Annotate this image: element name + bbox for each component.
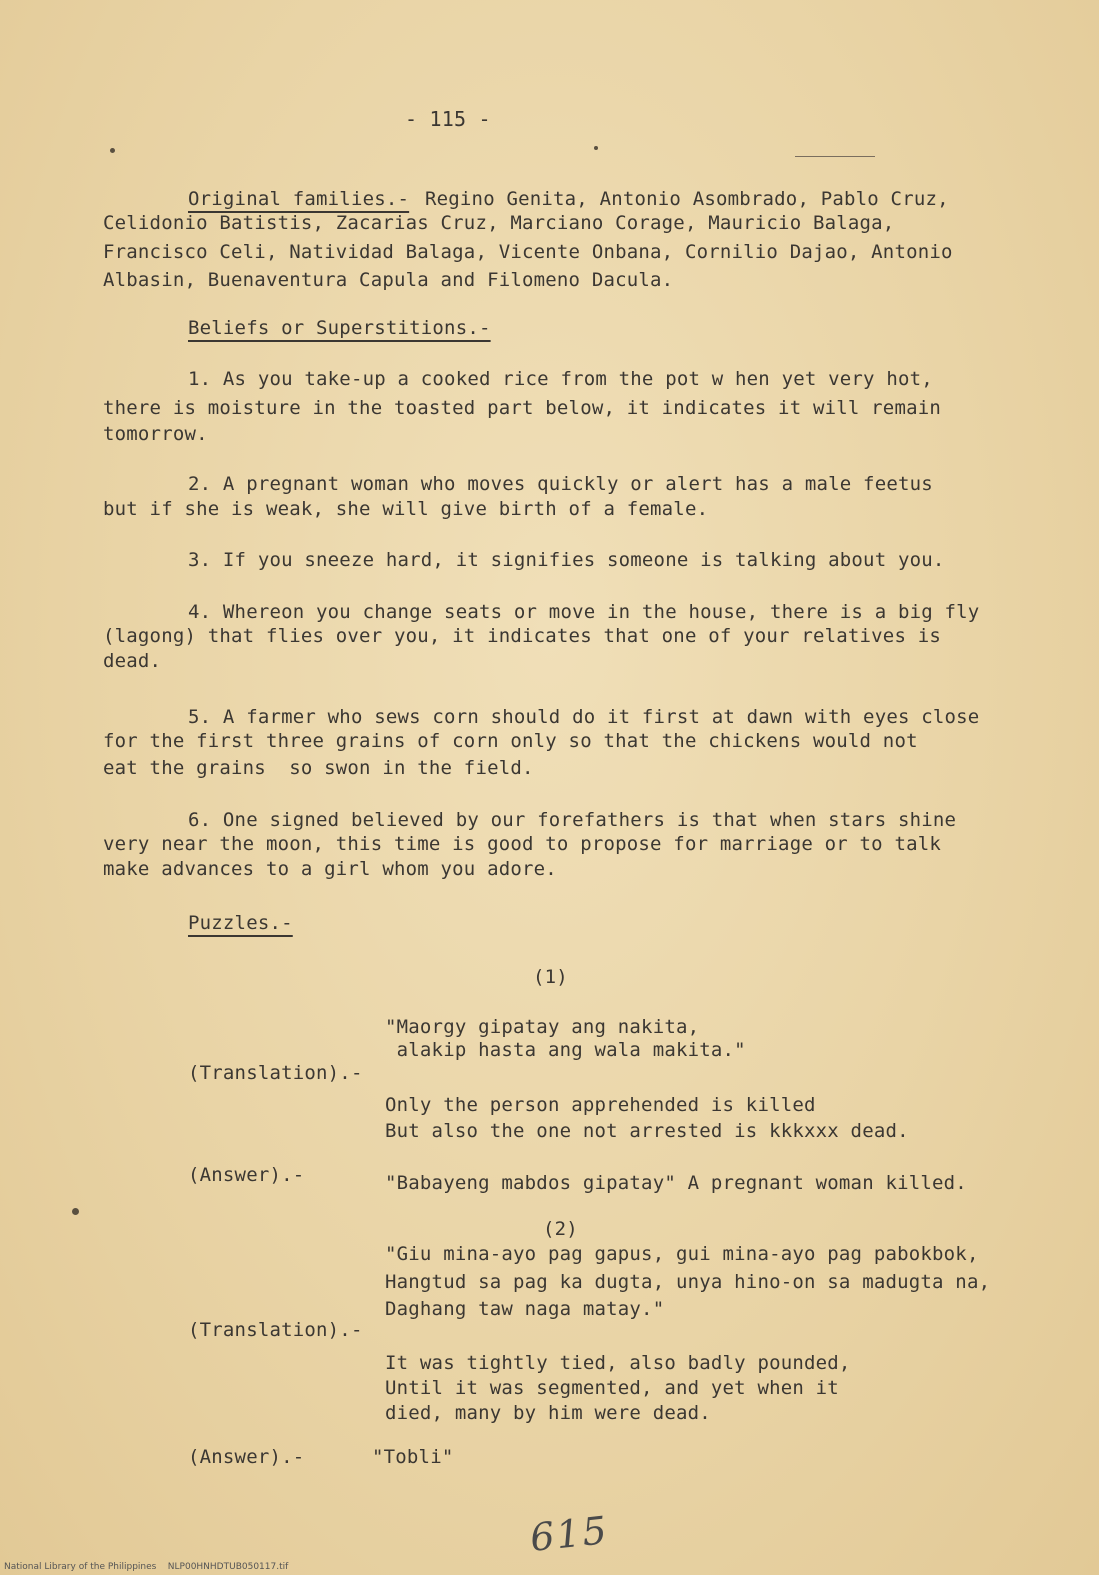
belief-6-line: very near the moon, this time is good to propose for marriage or to talk — [103, 833, 942, 855]
puzzle-2-original-line: Hangtud sa pag ka dugta, unya hino-on sa madugta na, — [385, 1271, 991, 1293]
puzzle-2-answer: "Tobli" — [372, 1446, 454, 1468]
belief-4-line: dead. — [103, 650, 162, 672]
belief-5-line: eat the grains so swon in the field. — [103, 757, 534, 779]
belief-6-line: make advances to a girl whom you adore. — [103, 858, 557, 880]
belief-6-line: 6. One signed believed by our forefathers is that when stars shine — [188, 809, 957, 831]
stray-dot — [110, 148, 115, 153]
puzzle-2-translation-line: It was tightly tied, also badly pounded, — [385, 1352, 851, 1374]
belief-4-line: (lagong) that flies over you, it indicates that one of your relatives is — [103, 625, 942, 647]
puzzle-2-answer-label: (Answer).- — [188, 1446, 305, 1468]
puzzle-1-original-line: "Maorgy gipatay ang nakita, — [385, 1016, 700, 1038]
handwritten-page-number: 615 — [527, 1508, 611, 1560]
belief-3-line: 3. If you sneeze hard, it signifies someone is talking about you. — [188, 549, 945, 571]
belief-2-line: but if she is weak, she will give birth of a female. — [103, 498, 709, 520]
original-families-line: Albasin, Buenaventura Capula and Filomeno Dacula. — [103, 269, 674, 291]
belief-1-line: 1. As you take-up a cooked rice from the pot w hen yet very hot, — [188, 368, 933, 390]
original-families-heading: Original families.- — [188, 188, 410, 210]
original-families-line: Celidonio Batistis, Zacarias Cruz, Marciano Corage, Mauricio Balaga, — [103, 212, 895, 234]
puzzle-2-translation-line: died, many by him were dead. — [385, 1402, 711, 1424]
belief-2-line: 2. A pregnant woman who moves quickly or alert has a male feetus — [188, 473, 933, 495]
belief-1-line: there is moisture in the toasted part below, it indicates it will remain — [103, 397, 942, 419]
puzzle-2-translation-label: (Translation).- — [188, 1319, 363, 1341]
scan-footer: National Library of the Philippines NLP00HNHDTUB050117.tif — [4, 1562, 289, 1572]
puzzle-1-original-line: alakip hasta ang wala makita." — [385, 1039, 746, 1061]
puzzle-2-translation-line: Until it was segmented, and yet when it — [385, 1377, 839, 1399]
puzzles-heading: Puzzles.- — [188, 912, 293, 934]
belief-5-line: for the first three grains of corn only so that the chickens would not — [103, 730, 918, 752]
puzzle-1-translation-line: But also the one not arrested is kkkxxx dead. — [385, 1120, 909, 1142]
stray-dot — [72, 1208, 79, 1215]
stray-mark — [795, 156, 875, 157]
puzzle-2-original-line: Daghang taw naga matay." — [385, 1298, 665, 1320]
belief-5-line: 5. A farmer who sews corn should do it first at dawn with eyes close — [188, 706, 980, 728]
belief-4-line: 4. Whereon you change seats or move in the house, there is a big fly — [188, 601, 980, 623]
belief-1-line: tomorrow. — [103, 423, 208, 445]
original-families-line: Francisco Celi, Natividad Balaga, Vicente Onbana, Cornilio Dajao, Antonio — [103, 241, 953, 263]
puzzle-1-answer: "Babayeng mabdos gipatay" A pregnant woman killed. — [385, 1172, 967, 1194]
stray-dot — [594, 146, 598, 150]
page-number: - 115 - — [405, 107, 491, 131]
puzzle-2-original-line: "Giu mina-ayo pag gapus, gui mina-ayo pag pabokbok, — [385, 1243, 979, 1265]
beliefs-heading: Beliefs or Superstitions.- — [188, 317, 491, 339]
puzzle-1-number: (1) — [533, 966, 568, 988]
original-families-line: Regino Genita, Antonio Asombrado, Pablo Cruz, — [425, 188, 949, 210]
puzzle-2-number: (2) — [543, 1218, 578, 1240]
puzzle-1-answer-label: (Answer).- — [188, 1164, 305, 1186]
puzzle-1-translation-label: (Translation).- — [188, 1062, 363, 1084]
puzzle-1-translation-line: Only the person apprehended is killed — [385, 1094, 816, 1116]
